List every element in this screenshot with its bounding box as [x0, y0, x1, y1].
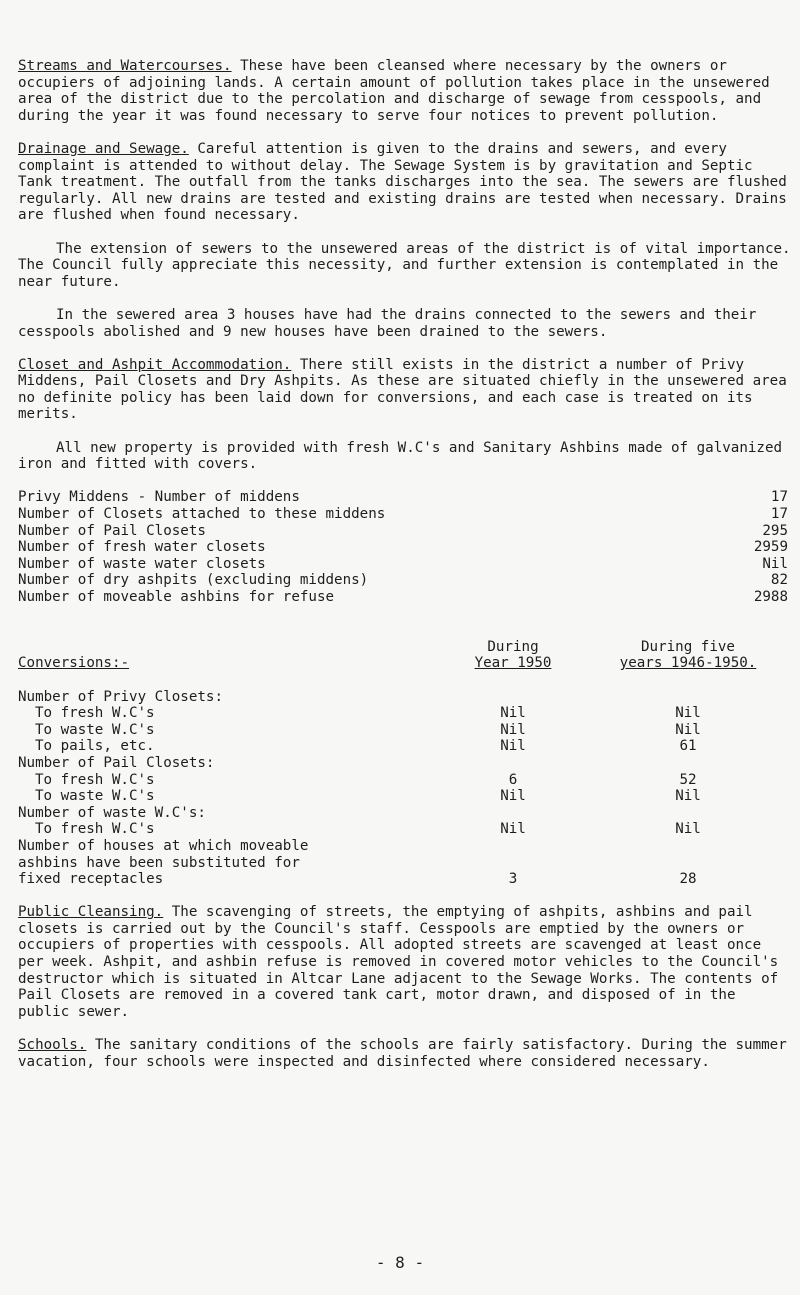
conversion-label: Number of Privy Closets: [18, 688, 223, 705]
conversion-year-value: Nil [500, 788, 526, 805]
sewered-area-paragraph: In the sewered area 3 houses have had the drains connected to the sewers and their cesspools abolished and 9 new houses have been drained to the sewers. [18, 306, 757, 340]
conversion-year-value [438, 689, 588, 706]
drainage-paragraph [18, 141, 792, 224]
conversion-five-year-value: Nil [675, 821, 701, 838]
count-value: 82 [770, 572, 788, 589]
col-five-years-header-line2: years 1946-1950. [619, 655, 757, 672]
count-row [18, 506, 788, 523]
count-row [18, 539, 788, 556]
col-year-header-line2: Year 1950 [474, 655, 552, 672]
conversion-five-year-value [588, 805, 788, 822]
conversion-label: ashbins have been substituted for [18, 854, 300, 871]
conversion-label: fixed receptacles [18, 871, 164, 888]
conversion-year-value [438, 838, 588, 855]
conversion-row [18, 738, 788, 755]
closet-heading: Closet and Ashpit Accommodation. [18, 356, 292, 373]
conversion-five-year-value [588, 838, 788, 855]
new-property-paragraph: All new property is provided with fresh W.C's and Sanitary Ashbins made of galvanized iron and fitted with covers. [18, 439, 783, 473]
cleansing-heading: Public Cleansing. [18, 904, 164, 921]
conversion-five-year-value: 52 [679, 771, 697, 788]
count-label: Number of Closets attached to these middens [18, 506, 386, 523]
conversion-year-value: Nil [500, 721, 526, 738]
streams-text: These have been cleansed where necessary by the owners or occupiers of adjoining lands. A certain amount of pollution takes place in the unsewered area of the district due to the percolation and discharge of sewage from cesspools, and during the year it was found necessary to serve four notices to prevent pollution. [18, 58, 770, 124]
conversion-five-year-value: Nil [675, 721, 701, 738]
count-value: 17 [770, 506, 788, 523]
conversion-five-year-value: 28 [679, 871, 697, 888]
page-number: - 8 - [375, 1253, 425, 1272]
count-label: Number of waste water closets [18, 555, 266, 572]
count-value: 295 [762, 522, 788, 539]
conversion-label: To pails, etc. [35, 738, 155, 755]
conversion-five-year-value: Nil [675, 705, 701, 722]
conversion-year-value [438, 855, 588, 872]
count-label: Privy Middens - Number of middens [18, 489, 300, 506]
cleansing-paragraph [18, 904, 792, 1020]
conversion-five-year-value: Nil [675, 788, 701, 805]
document-page [18, 58, 792, 1087]
conversion-label: Number of waste W.C's: [18, 804, 206, 821]
schools-paragraph [18, 1037, 792, 1070]
conversion-year-value [438, 755, 588, 772]
conversion-row [18, 755, 788, 772]
count-label: Number of fresh water closets [18, 539, 266, 556]
drainage-text: Careful attention is given to the drains and sewers, and every complaint is attended to without delay. The Sewage System is by gravitation and Septic Tank treatment. The outfall from the tanks discharges into the sea. The sewers are flushed regularly. All new drains are tested and existing drains are tested when necessary. Drains are flushed when found necessary. [18, 140, 787, 224]
sewer-extension-paragraph: The extension of sewers to the unsewered areas of the district is of vital importance. The Council fully appreciate this necessity, and further extension is contemplated in the near future. [18, 240, 791, 290]
conversions-header-row-2 [18, 655, 788, 672]
closet-paragraph [18, 357, 792, 423]
conversions-header-row-1 [18, 639, 788, 656]
conversion-row [18, 838, 788, 855]
conversion-row [18, 722, 788, 739]
conversion-row [18, 705, 788, 722]
conversion-year-value: 6 [508, 771, 518, 788]
drainage-heading: Drainage and Sewage. [18, 140, 189, 157]
conversion-row [18, 689, 788, 706]
schools-heading: Schools. [18, 1037, 87, 1054]
conversion-year-value: Nil [500, 738, 526, 755]
count-label: Number of moveable ashbins for refuse [18, 589, 335, 605]
schools-text: The sanitary conditions of the schools are fairly satisfactory. During the summer vacation, four schools were inspected and disinfected where considered necessary. [18, 1037, 787, 1070]
conversion-row [18, 855, 788, 872]
col-year-header-line1: During [487, 638, 539, 655]
count-value: 2959 [753, 539, 788, 556]
count-value: 2988 [753, 589, 788, 605]
conversions-heading: Conversions:- [18, 655, 130, 672]
conversion-row [18, 788, 788, 805]
conversion-label: To fresh W.C's [35, 705, 155, 722]
conversion-five-year-value [588, 855, 788, 872]
conversions-table [18, 639, 788, 888]
streams-heading: Streams and Watercourses. [18, 58, 232, 74]
count-row [18, 572, 788, 589]
conversion-row [18, 871, 788, 888]
conversion-label: To fresh W.C's [35, 771, 155, 788]
conversion-label: Number of houses at which moveable [18, 837, 309, 854]
conversion-label: To waste W.C's [35, 721, 155, 738]
count-label: Number of dry ashpits (excluding middens) [18, 572, 369, 589]
count-row [18, 556, 788, 573]
conversion-label: Number of Pail Closets: [18, 754, 215, 771]
count-row [18, 589, 788, 606]
conversion-year-value: Nil [500, 821, 526, 838]
count-value: 17 [770, 489, 788, 506]
counts-table [18, 489, 788, 605]
conversion-row [18, 805, 788, 822]
conversion-year-value: Nil [500, 705, 526, 722]
conversion-five-year-value: 61 [679, 738, 697, 755]
streams-paragraph [18, 58, 792, 124]
closet-text: There still exists in the district a number of Privy Middens, Pail Closets and Dry Ashpits. As these are situated chiefly in the unsewered area no definite policy has been laid down for conversions, and each case is treated on its merits. [18, 356, 787, 423]
conversion-row [18, 821, 788, 838]
col-five-years-header-line1: During five [641, 638, 735, 655]
count-label: Number of Pail Closets [18, 522, 206, 539]
conversion-five-year-value [588, 689, 788, 706]
conversion-label: To fresh W.C's [35, 821, 155, 838]
count-row [18, 489, 788, 506]
conversion-year-value [438, 805, 588, 822]
conversion-year-value: 3 [508, 871, 518, 888]
conversion-row [18, 772, 788, 789]
count-value: Nil [762, 555, 788, 572]
count-row [18, 523, 788, 540]
cleansing-text: The scavenging of streets, the emptying of ashpits, ashbins and pail closets is carried out by the Council's staff. Cesspools are emptied by the owners or occupiers of properties with cesspools. All adopted streets are scavenged at least once per week. Ashpit, and ashbin refuse is removed in covered motor vehicles to the Council's destructor which is situated in Altcar Lane adjacent to the Sewage Works. The contents of Pail Closets are removed in a covered tank cart, motor drawn, and disposed of in the public sewer. [18, 904, 779, 1020]
conversion-five-year-value [588, 755, 788, 772]
conversion-label: To waste W.C's [35, 788, 155, 805]
